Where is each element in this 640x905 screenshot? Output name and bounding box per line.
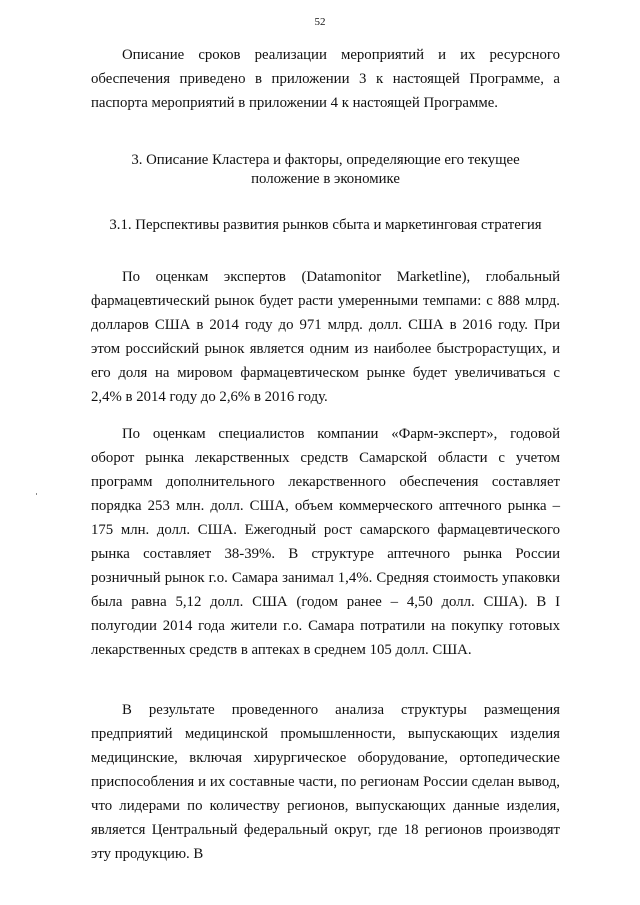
paragraph-market-forecast: По оценкам экспертов (Datamonitor Marketline), глобальный фармацевтический рынок будет расти умеренными темпами: с 888 млрд. долларов США в 2014 году до 971 млрд. долл. США в 2016 году. При этом российский рынок является одним из наиболее быстрорастущих, и его доля на мировом фармацевтическом рынке будет увеличиваться с 2,4% в 2014 году до 2,6% в 2016 году. bbox=[91, 269, 560, 405]
margin-mark bbox=[36, 493, 37, 495]
page-number: 52 bbox=[314, 16, 326, 28]
subsection-heading: 3.1. Перспективы развития рынков сбыта и маркетинговая стратегия bbox=[109, 217, 542, 233]
paragraph-samara-market: По оценкам специалистов компании «Фарм-эксперт», годовой оборот рынка лекарственных средств Самарской области с учетом программ дополнительного лекарственного обеспечения составляет порядка 253 млн. долл. США, объем коммерческого аптечного рынка – 175 млн. долл. США. Ежегодный рост самарского фармацевтического рынка составляет 38-39%. В структуре аптечного рынка России розничный рынок г.о. Самара занимал 1,4%. Средняя стоимость упаковки была равна 5,12 долл. США (годом ранее – 4,50 долл. США). В I полугодии 2014 года жители г.о. Самара потратили на покупку готовых лекарственных средств в аптеках в среднем 105 долл. США. bbox=[91, 426, 560, 658]
section-heading-line-1: 3. Описание Кластера и факторы, определяющие его текущее bbox=[131, 152, 520, 168]
section-heading-line-2: положение в экономике bbox=[251, 171, 400, 187]
intro-paragraph: Описание сроков реализации мероприятий и их ресурсного обеспечения приведено в приложении 3 к настоящей Программе, а паспорта мероприятий в приложении 4 к настоящей Программе. bbox=[91, 47, 560, 111]
paragraph-medical-industry: В результате проведенного анализа структуры размещения предприятий медицинской промышленности, выпускающих изделия медицинские, включая хирургическое оборудование, ортопедические приспособления и их составные части, по регионам России сделан вывод, что лидерами по количеству регионов, выпускающих данные изделия, является Центральный федеральный округ, где 18 регионов производят эту продукцию. В bbox=[91, 702, 560, 862]
